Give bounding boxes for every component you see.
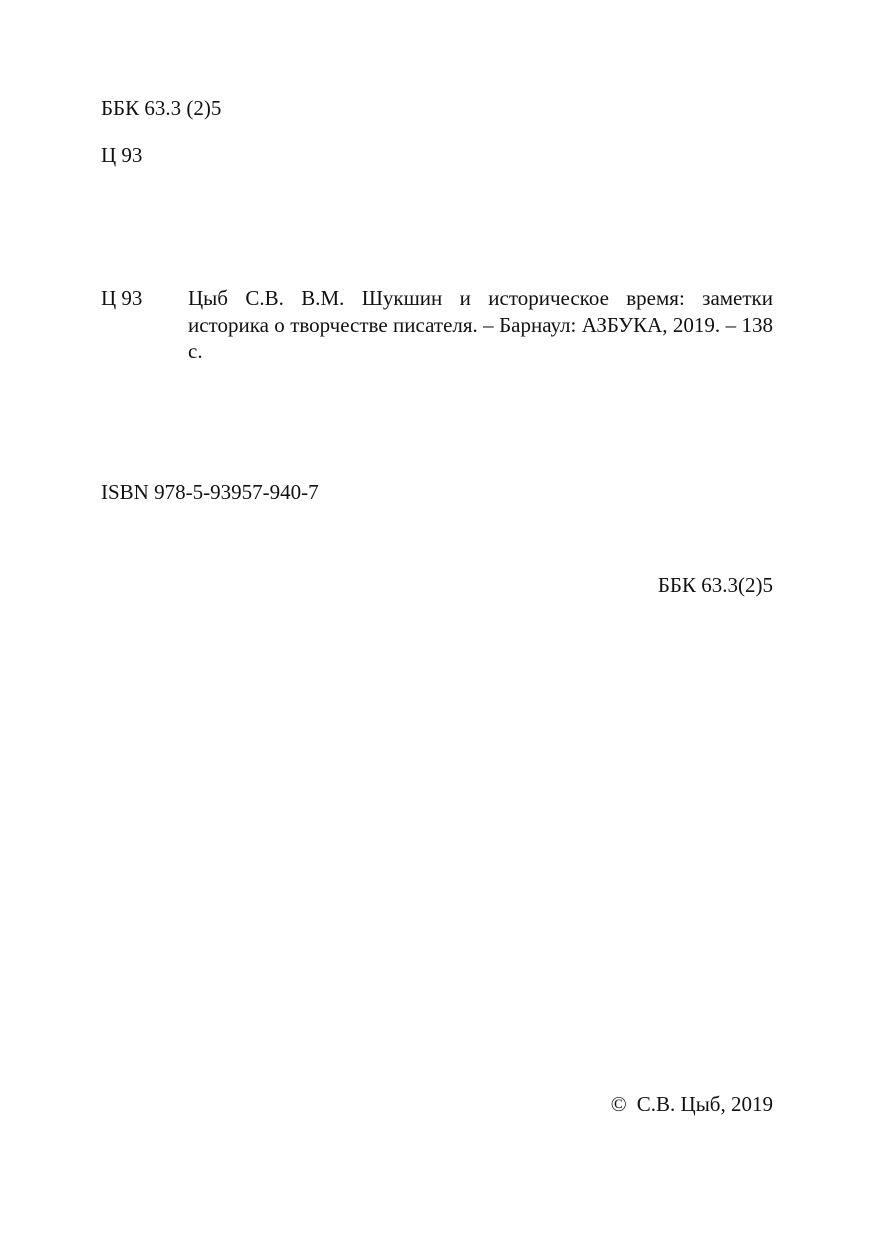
bibliographic-entry: Цыб С.В. В.М. Шукшин и историческое время: заметки историка о творчестве писателя. – Барнаул: АЗБУКА, 2019. – 138 с. (188, 286, 773, 363)
copyright-symbol: © (610, 1092, 627, 1116)
entry-author-index: Ц 93 (101, 286, 143, 310)
author-index-top: Ц 93 (101, 143, 143, 167)
copyright-text: С.В. Цыб, 2019 (636, 1092, 773, 1116)
bbk-code-right: ББК 63.3(2)5 (657, 573, 773, 597)
bbk-code-top: ББК 63.3 (2)5 (101, 96, 222, 120)
isbn: ISBN 978-5-93957-940-7 (101, 480, 319, 504)
copyright-notice (611, 1091, 773, 1117)
